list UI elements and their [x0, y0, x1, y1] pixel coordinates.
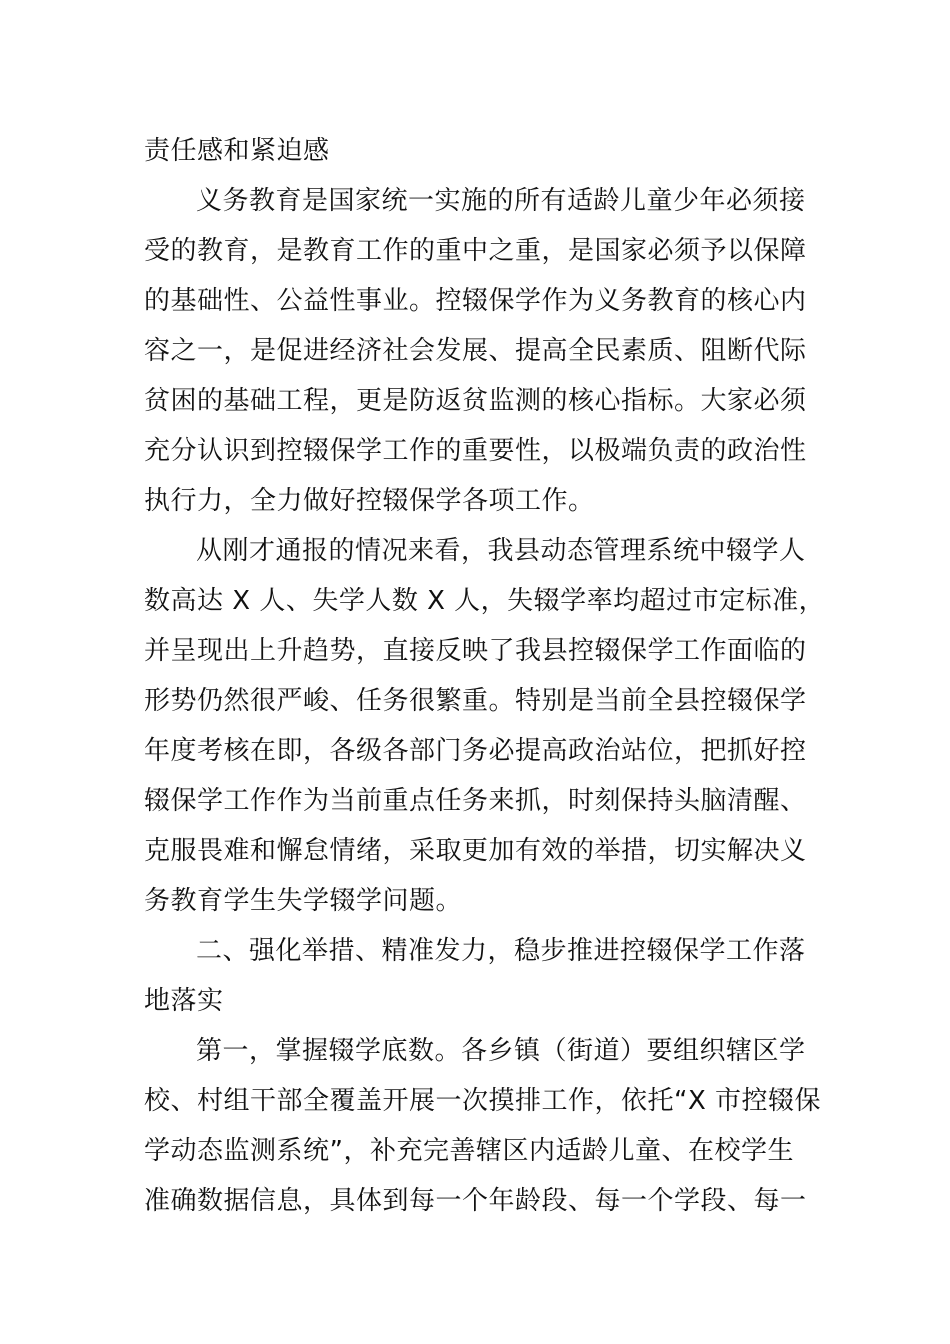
text-line: 准确数据信息，具体到每一个年龄段、每一个学段、每一: [144, 1186, 807, 1216]
section-heading: 二、强化举措、精准发力，稳步推进控辍保学工作落: [196, 936, 806, 966]
document-page: [144, 126, 826, 1226]
section-heading-continued: 地落实: [144, 986, 224, 1016]
text-line: 数高达 X 人、失学人数 X 人，失辍学率均超过市定标准，: [144, 586, 826, 616]
text-line: 贫困的基础工程，更是防返贫监测的核心指标。大家必须: [144, 386, 807, 416]
text-line: 责任感和紧迫感: [144, 136, 330, 166]
text-line: 务教育学生失学辍学问题。: [144, 886, 463, 916]
text-line: 执行力，全力做好控辍保学各项工作。: [144, 486, 595, 516]
text-line: 校、村组干部全覆盖开展一次摸排工作，依托“X 市控辍保: [144, 1086, 822, 1116]
text-line: 克服畏难和懈怠情绪，采取更加有效的举措，切实解决义: [144, 836, 807, 866]
text-line: 辍保学工作作为当前重点任务来抓，时刻保持头脑清醒、: [144, 786, 807, 816]
paragraph-start: 义务教育是国家统一实施的所有适龄儿童少年必须接: [196, 186, 806, 216]
paragraph-start: 第一，掌握辍学底数。各乡镇（街道）要组织辖区学: [196, 1036, 806, 1066]
text-line: 受的教育，是教育工作的重中之重，是国家必须予以保障: [144, 236, 807, 266]
text-line: 学动态监测系统”，补充完善辖区内适龄儿童、在校学生: [144, 1136, 794, 1166]
text-line: 充分认识到控辍保学工作的重要性，以极端负责的政治性: [144, 436, 807, 466]
text-line: 容之一，是促进经济社会发展、提高全民素质、阻断代际: [144, 336, 807, 366]
text-line: 年度考核在即，各级各部门务必提高政治站位，把抓好控: [144, 736, 807, 766]
text-line: 的基础性、公益性事业。控辍保学作为义务教育的核心内: [144, 286, 807, 316]
text-line: 并呈现出上升趋势，直接反映了我县控辍保学工作面临的: [144, 636, 807, 666]
text-line: 形势仍然很严峻、任务很繁重。特别是当前全县控辍保学: [144, 686, 807, 716]
paragraph-start: 从刚才通报的情况来看，我县动态管理系统中辍学人: [196, 536, 806, 566]
